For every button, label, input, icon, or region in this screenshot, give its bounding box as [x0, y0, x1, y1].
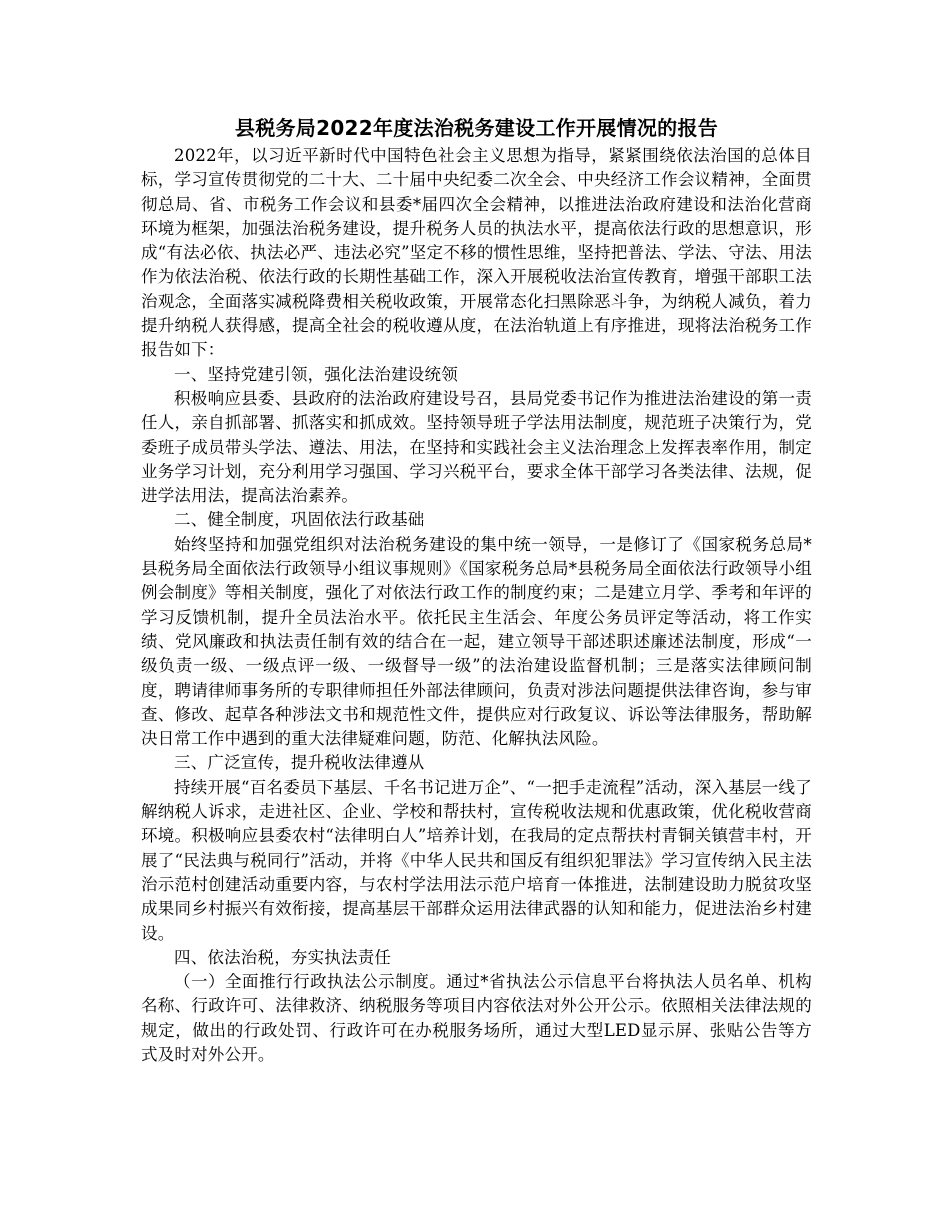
intro-paragraph: 2022年，以习近平新时代中国特色社会主义思想为指导，紧紧围绕依法治国的总体目标，学习宣传贯彻党的二十大、二十届中央纪委二次全会、中央经济工作会议精神，全面贯彻总局、省、市税务工作会议和县委*届四次全会精神，以推进法治政府建设和法治化营商环境为框架，加强法治税务建设，提升税务人员的执法水平，提高依法行政的思想意识，形成“有法必依、执法必严、违法必究”坚定不移的惯性思维，坚持把普法、学法、守法、用法作为依法治税、依法行政的长期性基础工作，深入开展税收法治宣传教育，增强干部职工法治观念，全面落实减税降费相关税收政策，开展常态化扫黑除恶斗争，为纳税人减负，着力提升纳税人获得感，提高全社会的税收遵从度，在法治轨道上有序推进，现将法治税务工作报告如下： — [141, 146, 812, 360]
section-heading-4: 四、依法治税，夯实执法责任 — [174, 947, 392, 967]
document-page — [141, 112, 812, 1067]
section-body-1: 积极响应县委、县政府的法治政府建设号召，县局党委书记作为推进法治建设的第一责任人，亲自抓部署、抓落实和抓成效。坚持领导班子学法用法制度，规范班子决策行为，党委班子成员带头学法、遵法、用法，在坚持和实践社会主义法治理念上发挥表率作用，制定业务学习计划，充分利用学习强国、学习兴税平台，要求全体干部学习各类法律、法规，促进学法用法，提高法治素养。 — [141, 388, 812, 506]
section-heading-2: 二、健全制度，巩固依法行政基础 — [174, 510, 425, 530]
section-body-2: 始终坚持和加强党组织对法治税务建设的集中统一领导，一是修订了《国家税务总局*县税务局全面依法行政领导小组议事规则》《国家税务总局*县税务局全面依法行政领导小组例会制度》等相关制度，强化了对依法行政工作的制度约束；二是建立月学、季考和年评的学习反馈机制，提升全员法治水平。依托民主生活会、年度公务员评定等活动，将工作实绩、党风廉政和执法责任制有效的结合在一起，建立领导干部述职述廉述法制度，形成“一级负责一级、一级点评一级、一级督导一级”的法治建设监督机制；三是落实法律顾问制度，聘请律师事务所的专职律师担任外部法律顾问，负责对涉法问题提供法律咨询，参与审查、修改、起草各种涉法文书和规范性文件，提供应对行政复议、诉讼等法律服务，帮助解决日常工作中遇到的重大法律疑难问题，防范、化解执法风险。 — [141, 534, 812, 749]
section-heading-3: 三、广泛宣传，提升税收法律遵从 — [174, 753, 425, 773]
document-title: 县税务局2022年度法治税务建设工作开展情况的报告 — [234, 116, 719, 140]
section-4-item-1: （一）全面推行行政执法公示制度。通过*省执法公示信息平台将执法人员名单、机构名称、行政许可、法律救济、纳税服务等项目内容依法对外公开公示。依照相关法律法规的规定，做出的行政处罚、行政许可在办税服务场所，通过大型LED显示屏、张贴公告等方式及时对外公开。 — [141, 972, 812, 1064]
section-heading-1: 一、坚持党建引领，强化法治建设统领 — [174, 364, 458, 384]
section-body-3: 持续开展“百名委员下基层、千名书记进万企”、“一把手走流程”活动，深入基层一线了解纳税人诉求，走进社区、企业、学校和帮扶村，宣传税收法规和优惠政策，优化税收营商环境。积极响应县委农村“法律明白人”培养计划，在我局的定点帮扶村青铜关镇营丰村，开展了“民法典与税同行”活动，并将《中华人民共和国反有组织犯罪法》学习宣传纳入民主法治示范村创建活动重要内容，与农村学法用法示范户培育一体推进，法制建设助力脱贫攻坚成果同乡村振兴有效衔接，提高基层干部群众运用法律武器的认知和能力，促进法治乡村建设。 — [141, 777, 812, 943]
